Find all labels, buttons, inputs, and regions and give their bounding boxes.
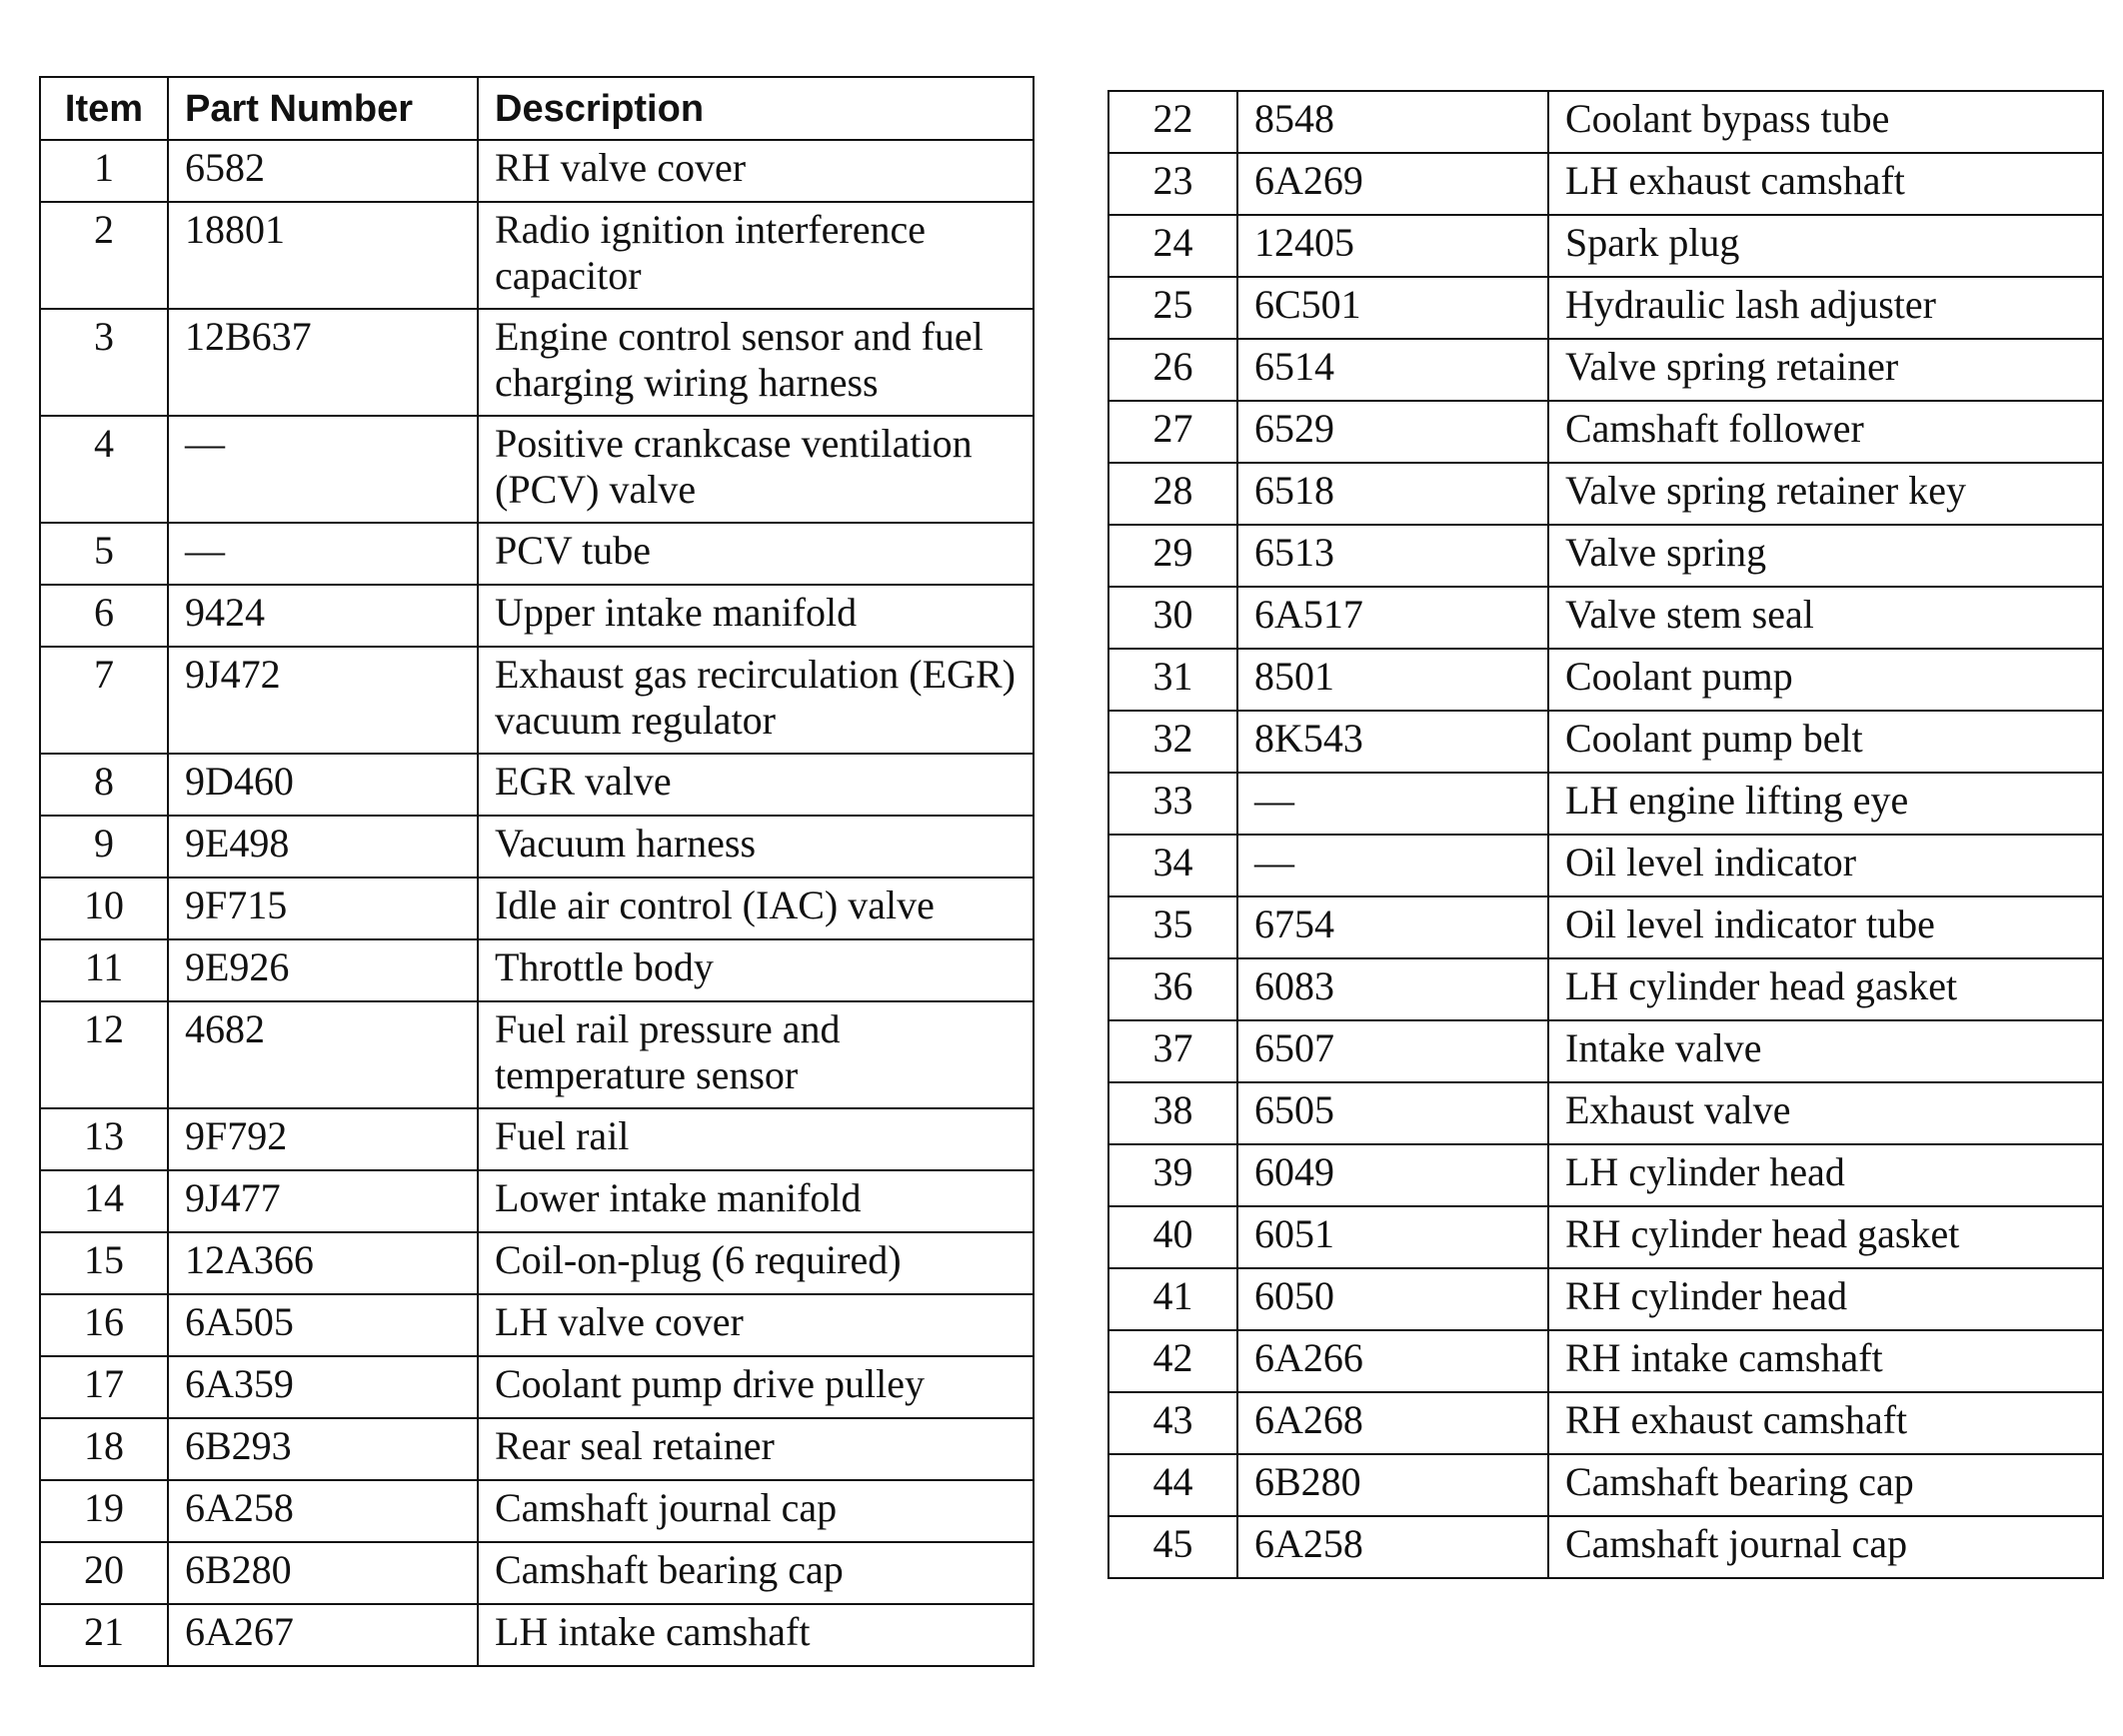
table-row bbox=[1108, 153, 2103, 215]
table-row bbox=[1108, 649, 2103, 711]
table-row bbox=[1108, 91, 2103, 153]
part-number-cell: 9F792 bbox=[168, 1108, 478, 1170]
part-number-cell: 6505 bbox=[1237, 1082, 1548, 1144]
description-cell: LH exhaust camshaft bbox=[1548, 153, 2103, 215]
part-number-cell: 6A267 bbox=[168, 1604, 478, 1666]
table-row bbox=[1108, 835, 2103, 896]
part-number-cell: 8K543 bbox=[1237, 711, 1548, 773]
description-cell: PCV tube bbox=[478, 523, 1034, 585]
item-cell: 40 bbox=[1108, 1206, 1237, 1268]
description-cell: Coolant pump bbox=[1548, 649, 2103, 711]
part-number-cell: 8501 bbox=[1237, 649, 1548, 711]
item-cell: 27 bbox=[1108, 401, 1237, 463]
part-number-cell: — bbox=[168, 523, 478, 585]
description-cell: Engine control sensor and fuel charging wiring harness bbox=[478, 309, 1034, 416]
table-row bbox=[40, 1604, 1034, 1666]
description-cell: Positive crankcase ventilation (PCV) valve bbox=[478, 416, 1034, 523]
header-row bbox=[40, 77, 1034, 140]
description-cell: Coil-on-plug (6 required) bbox=[478, 1232, 1034, 1294]
item-cell: 25 bbox=[1108, 277, 1237, 339]
parts-table-right bbox=[1107, 90, 2104, 1579]
description-cell: Camshaft journal cap bbox=[1548, 1516, 2103, 1578]
description-cell: Rear seal retainer bbox=[478, 1418, 1034, 1480]
item-cell: 20 bbox=[40, 1542, 168, 1604]
part-number-cell: 12405 bbox=[1237, 215, 1548, 277]
part-number-cell: 9F715 bbox=[168, 877, 478, 939]
table-row bbox=[1108, 896, 2103, 958]
part-number-cell: 6A268 bbox=[1237, 1392, 1548, 1454]
part-number-cell: 6A517 bbox=[1237, 587, 1548, 649]
table-row bbox=[40, 1170, 1034, 1232]
part-number-cell: 12A366 bbox=[168, 1232, 478, 1294]
item-cell: 29 bbox=[1108, 525, 1237, 587]
item-cell: 15 bbox=[40, 1232, 168, 1294]
table-row bbox=[40, 939, 1034, 1001]
part-number-cell: 6513 bbox=[1237, 525, 1548, 587]
item-cell: 39 bbox=[1108, 1144, 1237, 1206]
table-row bbox=[40, 1232, 1034, 1294]
table-row bbox=[40, 1294, 1034, 1356]
item-cell: 26 bbox=[1108, 339, 1237, 401]
description-cell: Coolant bypass tube bbox=[1548, 91, 2103, 153]
table-row bbox=[1108, 1082, 2103, 1144]
table-row bbox=[40, 309, 1034, 416]
part-number-cell: 6050 bbox=[1237, 1268, 1548, 1330]
item-cell: 2 bbox=[40, 202, 168, 309]
description-cell: Oil level indicator bbox=[1548, 835, 2103, 896]
description-cell: Fuel rail bbox=[478, 1108, 1034, 1170]
item-cell: 13 bbox=[40, 1108, 168, 1170]
part-number-cell: 6B280 bbox=[168, 1542, 478, 1604]
part-number-cell: 6B293 bbox=[168, 1418, 478, 1480]
table-row bbox=[40, 647, 1034, 754]
table-row bbox=[1108, 1330, 2103, 1392]
part-number-cell: — bbox=[1237, 835, 1548, 896]
table-row bbox=[1108, 958, 2103, 1020]
item-cell: 41 bbox=[1108, 1268, 1237, 1330]
header-description: Description bbox=[478, 77, 1034, 140]
table-row bbox=[1108, 587, 2103, 649]
description-cell: Camshaft bearing cap bbox=[478, 1542, 1034, 1604]
table-row bbox=[40, 416, 1034, 523]
table-row bbox=[40, 1418, 1034, 1480]
part-number-cell: 8548 bbox=[1237, 91, 1548, 153]
item-cell: 28 bbox=[1108, 463, 1237, 525]
description-cell: Valve spring bbox=[1548, 525, 2103, 587]
table-row bbox=[40, 816, 1034, 877]
table-row bbox=[1108, 1392, 2103, 1454]
item-cell: 42 bbox=[1108, 1330, 1237, 1392]
item-cell: 21 bbox=[40, 1604, 168, 1666]
item-cell: 36 bbox=[1108, 958, 1237, 1020]
table-row bbox=[40, 877, 1034, 939]
part-number-cell: 6B280 bbox=[1237, 1454, 1548, 1516]
description-cell: RH exhaust camshaft bbox=[1548, 1392, 2103, 1454]
description-cell: RH valve cover bbox=[478, 140, 1034, 202]
part-number-cell: — bbox=[168, 416, 478, 523]
item-cell: 6 bbox=[40, 585, 168, 647]
description-cell: Vacuum harness bbox=[478, 816, 1034, 877]
item-cell: 3 bbox=[40, 309, 168, 416]
table-row bbox=[1108, 711, 2103, 773]
item-cell: 8 bbox=[40, 754, 168, 816]
table-row bbox=[1108, 1206, 2103, 1268]
part-number-cell: 9D460 bbox=[168, 754, 478, 816]
part-number-cell: 6A505 bbox=[168, 1294, 478, 1356]
part-number-cell: 9J472 bbox=[168, 647, 478, 754]
part-number-cell: 6049 bbox=[1237, 1144, 1548, 1206]
item-cell: 35 bbox=[1108, 896, 1237, 958]
description-cell: Hydraulic lash adjuster bbox=[1548, 277, 2103, 339]
table-row bbox=[1108, 277, 2103, 339]
description-cell: Valve spring retainer key bbox=[1548, 463, 2103, 525]
item-cell: 4 bbox=[40, 416, 168, 523]
item-cell: 16 bbox=[40, 1294, 168, 1356]
part-number-cell: 9424 bbox=[168, 585, 478, 647]
description-cell: LH valve cover bbox=[478, 1294, 1034, 1356]
table-row bbox=[1108, 1144, 2103, 1206]
description-cell: Oil level indicator tube bbox=[1548, 896, 2103, 958]
table-row bbox=[40, 1108, 1034, 1170]
table-row bbox=[40, 523, 1034, 585]
description-cell: LH intake camshaft bbox=[478, 1604, 1034, 1666]
table-row bbox=[1108, 773, 2103, 835]
table-row bbox=[1108, 463, 2103, 525]
item-cell: 22 bbox=[1108, 91, 1237, 153]
part-number-cell: 9E926 bbox=[168, 939, 478, 1001]
part-number-cell: 6518 bbox=[1237, 463, 1548, 525]
part-number-cell: 6A269 bbox=[1237, 153, 1548, 215]
part-number-cell: 18801 bbox=[168, 202, 478, 309]
part-number-cell: 6A266 bbox=[1237, 1330, 1548, 1392]
parts-table-left bbox=[39, 76, 1035, 1667]
table-row bbox=[1108, 1268, 2103, 1330]
table-row bbox=[40, 202, 1034, 309]
table-row bbox=[40, 1001, 1034, 1108]
part-number-cell: 6754 bbox=[1237, 896, 1548, 958]
table-row bbox=[40, 140, 1034, 202]
part-number-cell: 6529 bbox=[1237, 401, 1548, 463]
header-part-number: Part Number bbox=[168, 77, 478, 140]
item-cell: 12 bbox=[40, 1001, 168, 1108]
description-cell: Coolant pump belt bbox=[1548, 711, 2103, 773]
item-cell: 30 bbox=[1108, 587, 1237, 649]
part-number-cell: 6051 bbox=[1237, 1206, 1548, 1268]
part-number-cell: 6514 bbox=[1237, 339, 1548, 401]
item-cell: 38 bbox=[1108, 1082, 1237, 1144]
table-row bbox=[1108, 215, 2103, 277]
item-cell: 7 bbox=[40, 647, 168, 754]
item-cell: 17 bbox=[40, 1356, 168, 1418]
description-cell: Camshaft journal cap bbox=[478, 1480, 1034, 1542]
part-number-cell: 12B637 bbox=[168, 309, 478, 416]
item-cell: 33 bbox=[1108, 773, 1237, 835]
item-cell: 32 bbox=[1108, 711, 1237, 773]
description-cell: Spark plug bbox=[1548, 215, 2103, 277]
description-cell: Throttle body bbox=[478, 939, 1034, 1001]
description-cell: Exhaust gas recirculation (EGR) vacuum regulator bbox=[478, 647, 1034, 754]
table-row bbox=[1108, 401, 2103, 463]
description-cell: EGR valve bbox=[478, 754, 1034, 816]
part-number-cell: 6A258 bbox=[168, 1480, 478, 1542]
item-cell: 19 bbox=[40, 1480, 168, 1542]
description-cell: Intake valve bbox=[1548, 1020, 2103, 1082]
part-number-cell: 4682 bbox=[168, 1001, 478, 1108]
description-cell: Camshaft bearing cap bbox=[1548, 1454, 2103, 1516]
item-cell: 5 bbox=[40, 523, 168, 585]
part-number-cell: 6C501 bbox=[1237, 277, 1548, 339]
table-row bbox=[1108, 339, 2103, 401]
description-cell: LH engine lifting eye bbox=[1548, 773, 2103, 835]
part-number-cell: — bbox=[1237, 773, 1548, 835]
description-cell: RH cylinder head gasket bbox=[1548, 1206, 2103, 1268]
header-item: Item bbox=[40, 77, 168, 140]
item-cell: 14 bbox=[40, 1170, 168, 1232]
table-row bbox=[1108, 1516, 2103, 1578]
item-cell: 45 bbox=[1108, 1516, 1237, 1578]
table-row bbox=[1108, 525, 2103, 587]
description-cell: Valve stem seal bbox=[1548, 587, 2103, 649]
part-number-cell: 6A258 bbox=[1237, 1516, 1548, 1578]
part-number-cell: 6083 bbox=[1237, 958, 1548, 1020]
description-cell: LH cylinder head bbox=[1548, 1144, 2103, 1206]
description-cell: RH intake camshaft bbox=[1548, 1330, 2103, 1392]
table-row bbox=[40, 1542, 1034, 1604]
description-cell: Coolant pump drive pulley bbox=[478, 1356, 1034, 1418]
item-cell: 9 bbox=[40, 816, 168, 877]
item-cell: 1 bbox=[40, 140, 168, 202]
item-cell: 24 bbox=[1108, 215, 1237, 277]
description-cell: Valve spring retainer bbox=[1548, 339, 2103, 401]
table-row bbox=[40, 1356, 1034, 1418]
part-number-cell: 6507 bbox=[1237, 1020, 1548, 1082]
description-cell: Radio ignition interference capacitor bbox=[478, 202, 1034, 309]
item-cell: 31 bbox=[1108, 649, 1237, 711]
description-cell: Fuel rail pressure and temperature sensor bbox=[478, 1001, 1034, 1108]
table-row bbox=[1108, 1020, 2103, 1082]
description-cell: Idle air control (IAC) valve bbox=[478, 877, 1034, 939]
description-cell: LH cylinder head gasket bbox=[1548, 958, 2103, 1020]
item-cell: 18 bbox=[40, 1418, 168, 1480]
item-cell: 44 bbox=[1108, 1454, 1237, 1516]
description-cell: Camshaft follower bbox=[1548, 401, 2103, 463]
part-number-cell: 6A359 bbox=[168, 1356, 478, 1418]
item-cell: 10 bbox=[40, 877, 168, 939]
part-number-cell: 9J477 bbox=[168, 1170, 478, 1232]
part-number-cell: 9E498 bbox=[168, 816, 478, 877]
item-cell: 37 bbox=[1108, 1020, 1237, 1082]
item-cell: 43 bbox=[1108, 1392, 1237, 1454]
description-cell: RH cylinder head bbox=[1548, 1268, 2103, 1330]
table-row bbox=[40, 1480, 1034, 1542]
table-row bbox=[40, 585, 1034, 647]
table-row bbox=[1108, 1454, 2103, 1516]
part-number-cell: 6582 bbox=[168, 140, 478, 202]
item-cell: 11 bbox=[40, 939, 168, 1001]
description-cell: Exhaust valve bbox=[1548, 1082, 2103, 1144]
description-cell: Upper intake manifold bbox=[478, 585, 1034, 647]
table-row bbox=[40, 754, 1034, 816]
item-cell: 34 bbox=[1108, 835, 1237, 896]
description-cell: Lower intake manifold bbox=[478, 1170, 1034, 1232]
item-cell: 23 bbox=[1108, 153, 1237, 215]
